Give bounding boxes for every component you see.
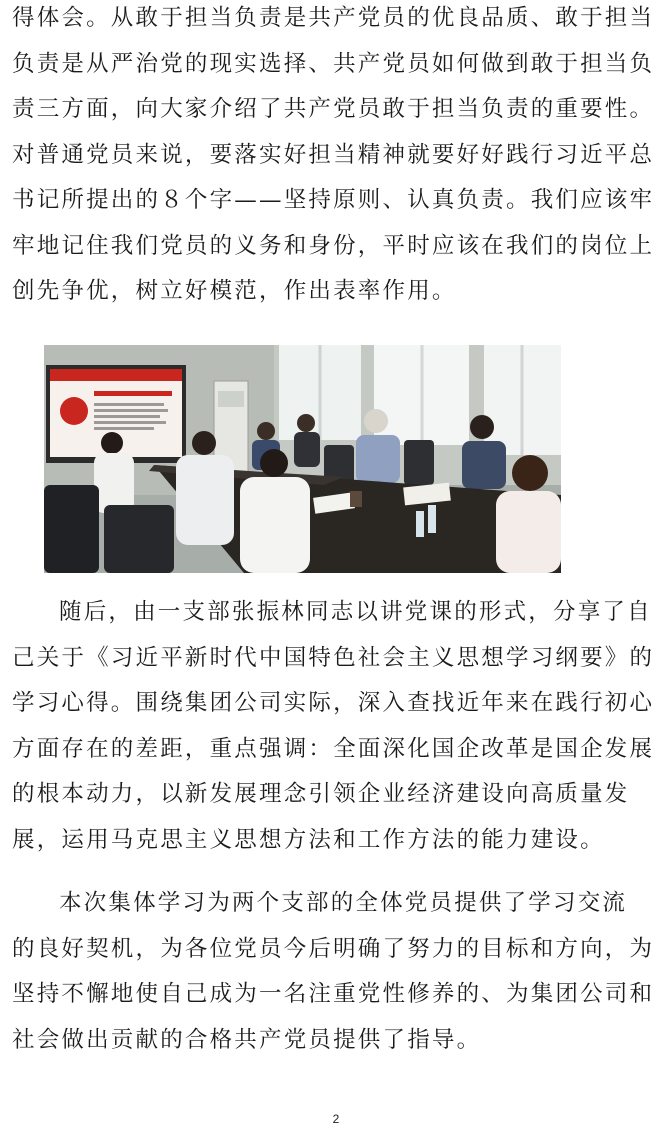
text-line: 对普通党员来说，要落实好担当精神就要好好践行习近平总 [12,141,655,168]
paragraph-2 [12,590,664,863]
text-line: 责三方面，向大家介绍了共产党员敢于担当负责的重要性。 [12,96,655,122]
paragraph-1 [12,0,664,315]
text-line: 己关于《习近平新时代中国特色社会主义思想学习纲要》的 [12,644,655,671]
text-line: 书记所提出的８个字——坚持原则、认真负责。我们应该牢 [12,187,655,213]
text-line: 坚持不懈地使自己成为一名注重党性修养的、为集团公司和 [12,981,655,1007]
text-line: 的根本动力，以新发展理念引领企业经济建设向高质量发 [12,781,630,807]
text-line: 本次集体学习为两个支部的全体党员提供了学习交流 [59,890,628,916]
text-line: 得体会。从敢于担当负责是共产党员的优良品质、敢于担当 [12,5,655,31]
text-line: 牢地记住我们党员的义务和身份，平时应该在我们的岗位上 [12,232,655,259]
text-line: 的良好契机，为各位党员今后明确了努力的目标和方向，为 [12,935,655,962]
page-number: 2 [332,1112,340,1126]
text-line: 负责是从严治党的现实选择、共产党员如何做到敢于担当负 [12,50,655,77]
meeting-photo [44,345,561,573]
text-line: 创先争优，树立好模范，作出表率作用。 [12,278,457,304]
paragraph-3 [12,881,664,1063]
text-line: 学习心得。围绕集团公司实际，深入查找近年来在践行初心 [12,690,655,716]
text-line: 社会做出贡献的合格共产党员提供了指导。 [12,1026,482,1053]
text-line: 方面存在的差距，重点强调：全面深化国企改革是国企发展 [12,735,655,762]
text-line: 随后，由一支部张振林同志以讲党课的形式，分享了自 [59,599,652,625]
text-line: 展，运用马克思主义思想方法和工作方法的能力建设。 [12,826,605,853]
